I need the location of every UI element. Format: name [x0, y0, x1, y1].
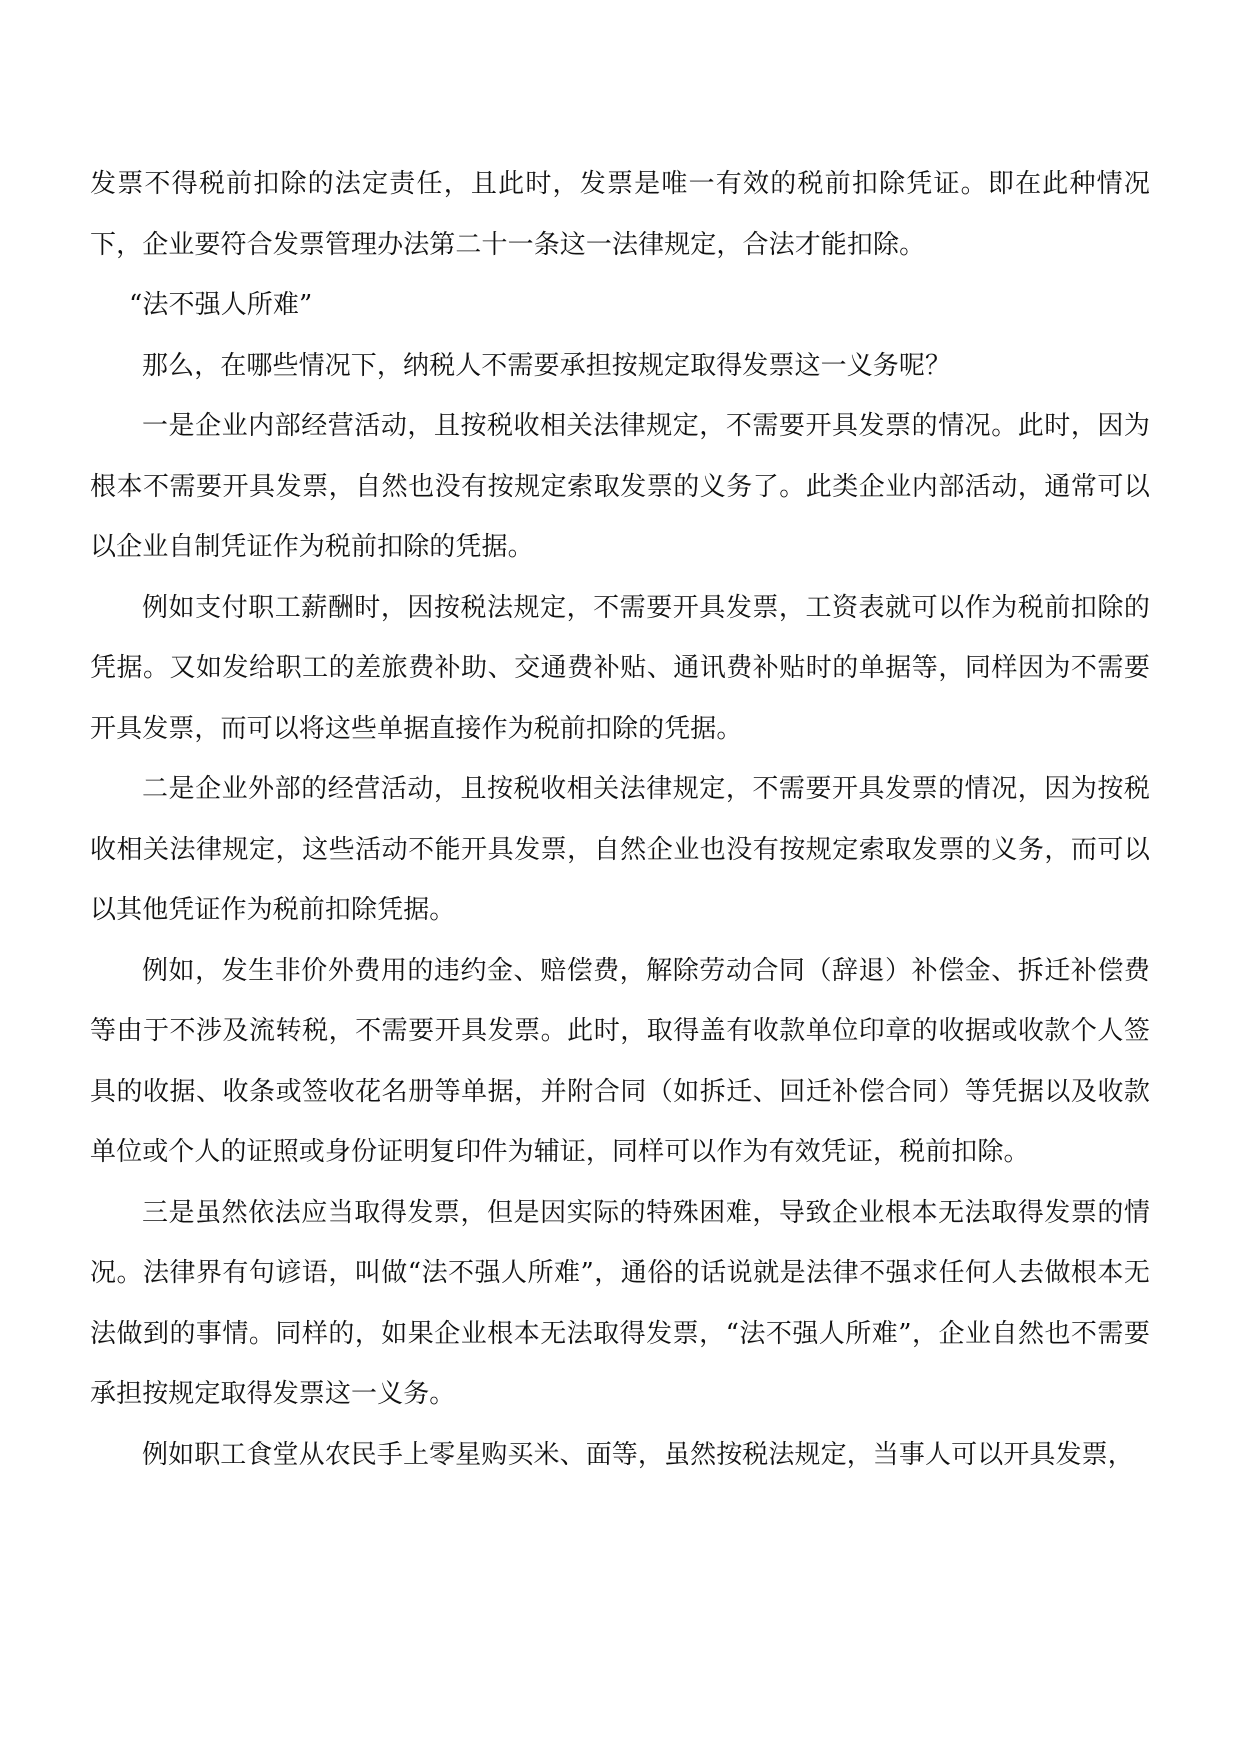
section-heading: “法不强人所难”: [129, 290, 313, 320]
paragraph-case-one: 一是企业内部经营活动，且按税收相关法律规定，不需要开具发票的情况。此时，因为根本不需要开具发票，自然也没有按规定索取发票的义务了。此类企业内部活动，通常可以以企业自制凭证作为税前扣除的凭据。: [90, 411, 1150, 562]
paragraph-case-three: 三是虽然依法应当取得发票，但是因实际的特殊困难，导致企业根本无法取得发票的情况。法律界有句谚语，叫做“法不强人所难”，通俗的话说就是法律不强求任何人去做根本无法做到的事情。同样的，如果企业根本无法取得发票，“法不强人所难”，企业自然也不需要承担按规定取得发票这一义务。: [90, 1197, 1150, 1409]
paragraph-example-two: 例如，发生非价外费用的违约金、赔偿费，解除劳动合同（辞退）补偿金、拆迁补偿费等由于不涉及流转税，不需要开具发票。此时，取得盖有收款单位印章的收据或收款个人签具的收据、收条或签收花名册等单据，并附合同（如拆迁、回迁补偿合同）等凭据以及收款单位或个人的证照或身份证明复印件为辅证，同样可以作为有效凭证，税前扣除。: [90, 955, 1150, 1167]
paragraph-case-two: 二是企业外部的经营活动，且按税收相关法律规定，不需要开具发票的情况，因为按税收相关法律规定，这些活动不能开具发票，自然企业也没有按规定索取发票的义务，而可以以其他凭证作为税前扣除凭据。: [90, 774, 1150, 925]
paragraph-example-three: 例如职工食堂从农民手上零星购买米、面等，虽然按税法规定，当事人可以开具发票，: [142, 1439, 1134, 1470]
paragraph-example-one: 例如支付职工薪酬时，因按税法规定，不需要开具发票，工资表就可以作为税前扣除的凭据。又如发给职工的差旅费补助、交通费补贴、通讯费补贴时的单据等，同样因为不需要开具发票，而可以将这些单据直接作为税前扣除的凭据。: [90, 592, 1150, 744]
paragraph-question: 那么，在哪些情况下，纳税人不需要承担按规定取得发票这一义务呢？: [142, 350, 952, 381]
paragraph-continuation: 发票不得税前扣除的法定责任，且此时，发票是唯一有效的税前扣除凭证。即在此种情况下，企业要符合发票管理办法第二十一条这一法律规定，合法才能扣除。: [90, 169, 1150, 260]
document-body: [90, 154, 1150, 1485]
